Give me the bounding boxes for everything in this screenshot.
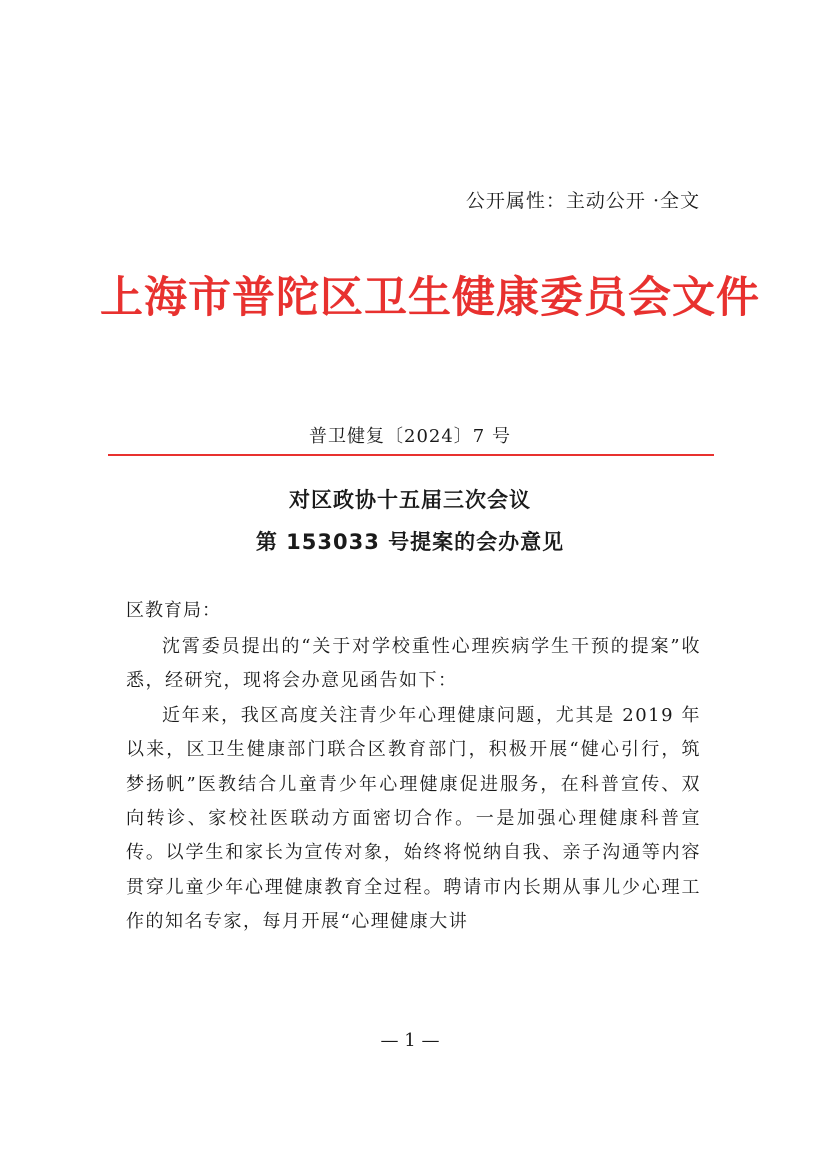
body-paragraph: 沈霄委员提出的“关于对学校重性心理疾病学生干预的提案”收悉，经研究，现将会办意见函告如下：	[126, 636, 701, 692]
addressee: 区教育局：	[126, 600, 221, 621]
organization-header: 上海市普陀区卫生健康委员会文件	[100, 273, 760, 323]
page-number: — 1 —	[380, 1030, 440, 1051]
document-title-line-2: 第 153033 号提案的会办意见	[255, 530, 565, 554]
red-divider-line	[108, 454, 714, 456]
body-paragraph: 近年来，我区高度关注青少年心理健康问题，尤其是 2019 年以来，区卫生健康部门联合区教育部门，积极开展“健心引行，筑梦扬帆”医教结合儿童青少年心理健康促进服务，在科普宣传、双向转诊、家校社医联动方面密切合作。一是加强心理健康科普宣传。以学生和家长为宣传对象，始终将悦纳自我、亲子沟通等内容贯穿儿童少年心理健康教育全过程。聘请市内长期从事儿少心理工作的知名专家，每月开展“心理健康大讲	[126, 704, 701, 933]
disclosure-attribute: 公开属性：主动公开 ·全文	[465, 190, 700, 212]
document-number: 普卫健复〔2024〕7 号	[309, 426, 511, 447]
document-title-line-1: 对区政协十五届三次会议	[289, 488, 531, 512]
body-text	[126, 630, 701, 940]
